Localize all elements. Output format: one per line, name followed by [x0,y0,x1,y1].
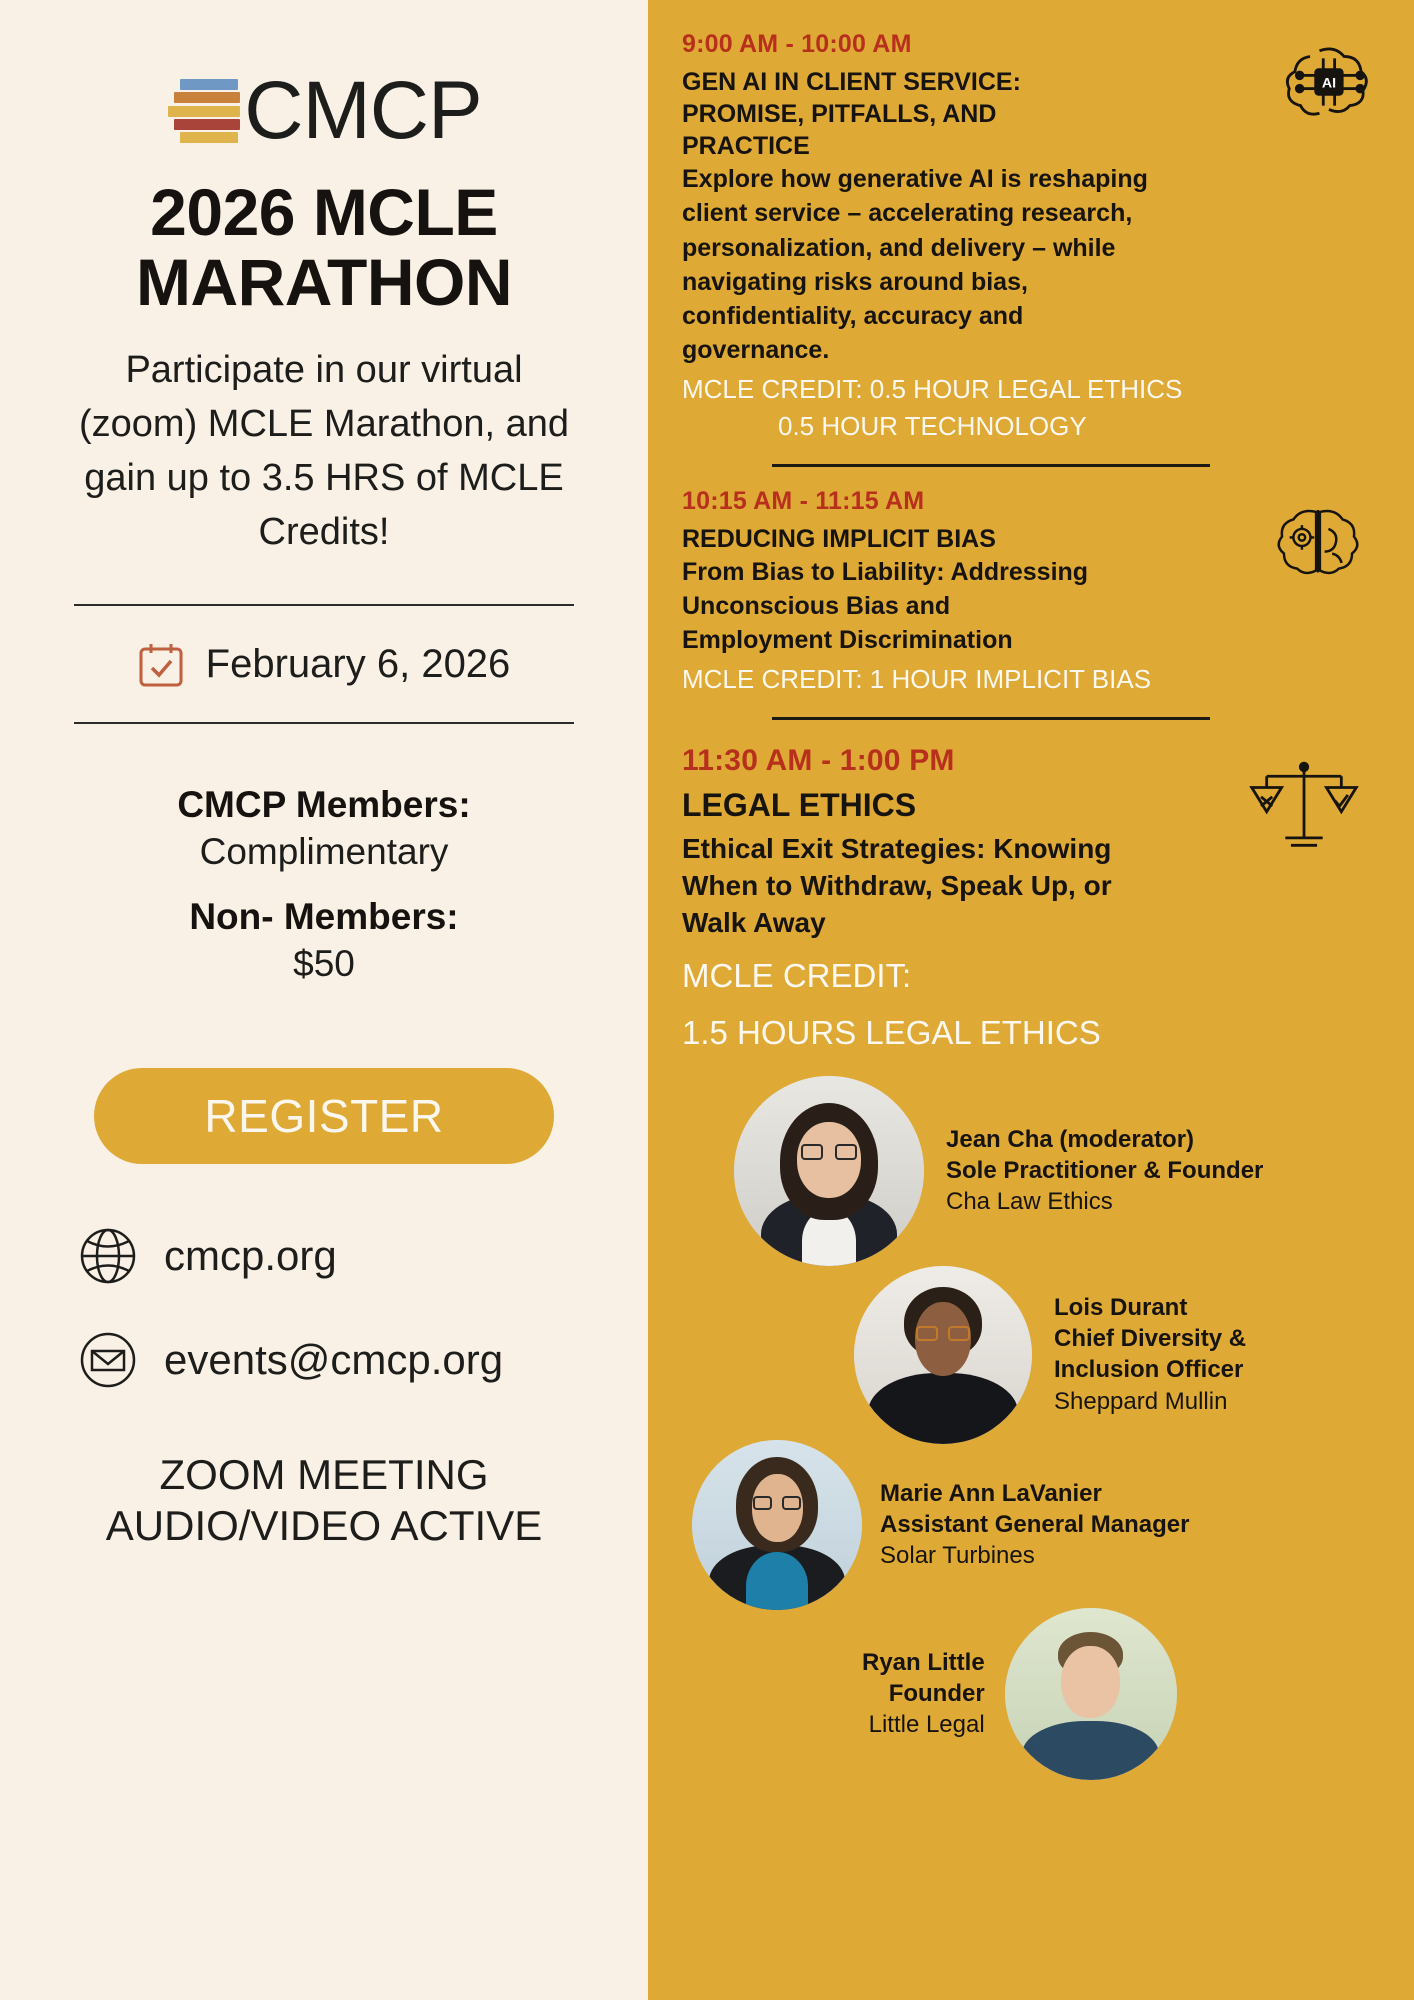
speaker-2-name: Lois Durant [1054,1293,1188,1321]
speaker-3 [692,1440,1380,1610]
email-text[interactable]: events@cmcp.org [164,1336,504,1384]
session-separator-1 [772,464,1210,467]
session-3-time: 11:30 AM - 1:00 PM [682,743,955,777]
pricing-block [177,782,470,1007]
brain-gear-icon [1266,493,1370,602]
speaker-4-role: Founder [888,1679,985,1707]
event-date-text: February 6, 2026 [205,642,511,687]
session-3-title: LEGAL ETHICS [682,786,917,823]
divider-top [74,604,574,606]
speaker-3-name: Marie Ann LaVanier [880,1479,1102,1507]
speaker-1-role: Sole Practitioner & Founder [946,1156,1264,1184]
session-1-description: Explore how generative AI is reshaping client service – accelerating research, personalization, and delivery – while navigating risks around bias, confidentiality, accuracy and governance. [682,165,1148,365]
speaker-2-role: Chief Diversity & Inclusion Officer [1054,1325,1247,1384]
speaker-4-org: Little Legal [868,1710,985,1738]
left-panel [0,0,648,2000]
speaker-3-role: Assistant General Manager [880,1510,1190,1538]
cmcp-stripes-logo-icon [166,75,240,147]
speakers-list [682,1076,1380,1780]
session-1-credit-line-1: MCLE CREDIT: 0.5 HOUR LEGAL ETHICS [682,373,1183,404]
brand-logo [166,65,482,156]
session-1-time: 9:00 AM - 10:00 AM [682,30,912,58]
speaker-photo-marie-ann-lavanier [692,1440,862,1610]
zoom-note: ZOOM MEETING AUDIO/VIDEO ACTIVE [105,1451,543,1549]
speaker-1-name: Jean Cha (moderator) [946,1125,1195,1153]
scales-of-justice-icon [1248,752,1360,869]
register-button[interactable]: REGISTER [94,1068,554,1164]
email-row[interactable] [78,1330,503,1390]
page-title: 2026 MCLE MARATHON [135,175,513,319]
ai-chip-brain-icon [1276,30,1380,139]
svg-text:AI: AI [1321,75,1337,92]
session-2-time: 10:15 AM - 11:15 AM [682,486,925,515]
calendar-icon [138,642,184,688]
session-2-description: From Bias to Liability: Addressing Unconscious Bias and Employment Discrimination [682,557,1089,655]
session-3-description: Ethical Exit Strategies: Knowing When to Withdraw, Speak Up, or Walk Away [682,832,1112,939]
speaker-4 [862,1608,1380,1780]
session-1 [682,30,1380,442]
session-1-title: GEN AI IN CLIENT SERVICE: PROMISE, PITFALLS, AND PRACTICE [682,68,1021,160]
members-value: Complimentary [199,830,449,872]
brand-name: CMCP [244,65,482,156]
members-label: CMCP Members: [177,783,471,825]
globe-icon [78,1226,138,1286]
right-panel [648,0,1414,2000]
page-subtitle: Participate in our virtual (zoom) MCLE Marathon, and gain up to 3.5 HRS of MCLE Credits! [79,348,569,553]
session-3 [682,744,1380,1054]
session-3-credit-line-2: 1.5 HOURS LEGAL ETHICS [682,1013,1101,1051]
envelope-icon [78,1330,138,1390]
speaker-4-name: Ryan Little [862,1648,985,1676]
website-text[interactable]: cmcp.org [164,1232,337,1280]
session-separator-2 [772,717,1210,720]
speaker-photo-lois-durant [854,1266,1032,1444]
nonmembers-label: Non- Members: [189,896,459,938]
session-2-credit-line-1: MCLE CREDIT: 1 HOUR IMPLICIT BIAS [682,663,1152,694]
session-2 [682,487,1380,695]
speaker-photo-ryan-little [1005,1608,1177,1780]
speaker-1-org: Cha Law Ethics [946,1187,1113,1215]
event-date [138,642,511,688]
speaker-photo-jean-cha [734,1076,924,1266]
website-row[interactable] [78,1226,337,1286]
nonmembers-value: $50 [293,943,355,985]
speaker-3-org: Solar Turbines [880,1541,1035,1569]
speaker-2 [854,1266,1380,1444]
session-1-credit-line-2: 0.5 HOUR TECHNOLOGY [778,410,1087,441]
divider-bottom [74,722,574,724]
speaker-2-org: Sheppard Mullin [1054,1387,1228,1415]
session-3-credit-line-1: MCLE CREDIT: [682,957,912,995]
session-2-title: REDUCING IMPLICIT BIAS [682,524,996,553]
speaker-1 [734,1076,1380,1266]
